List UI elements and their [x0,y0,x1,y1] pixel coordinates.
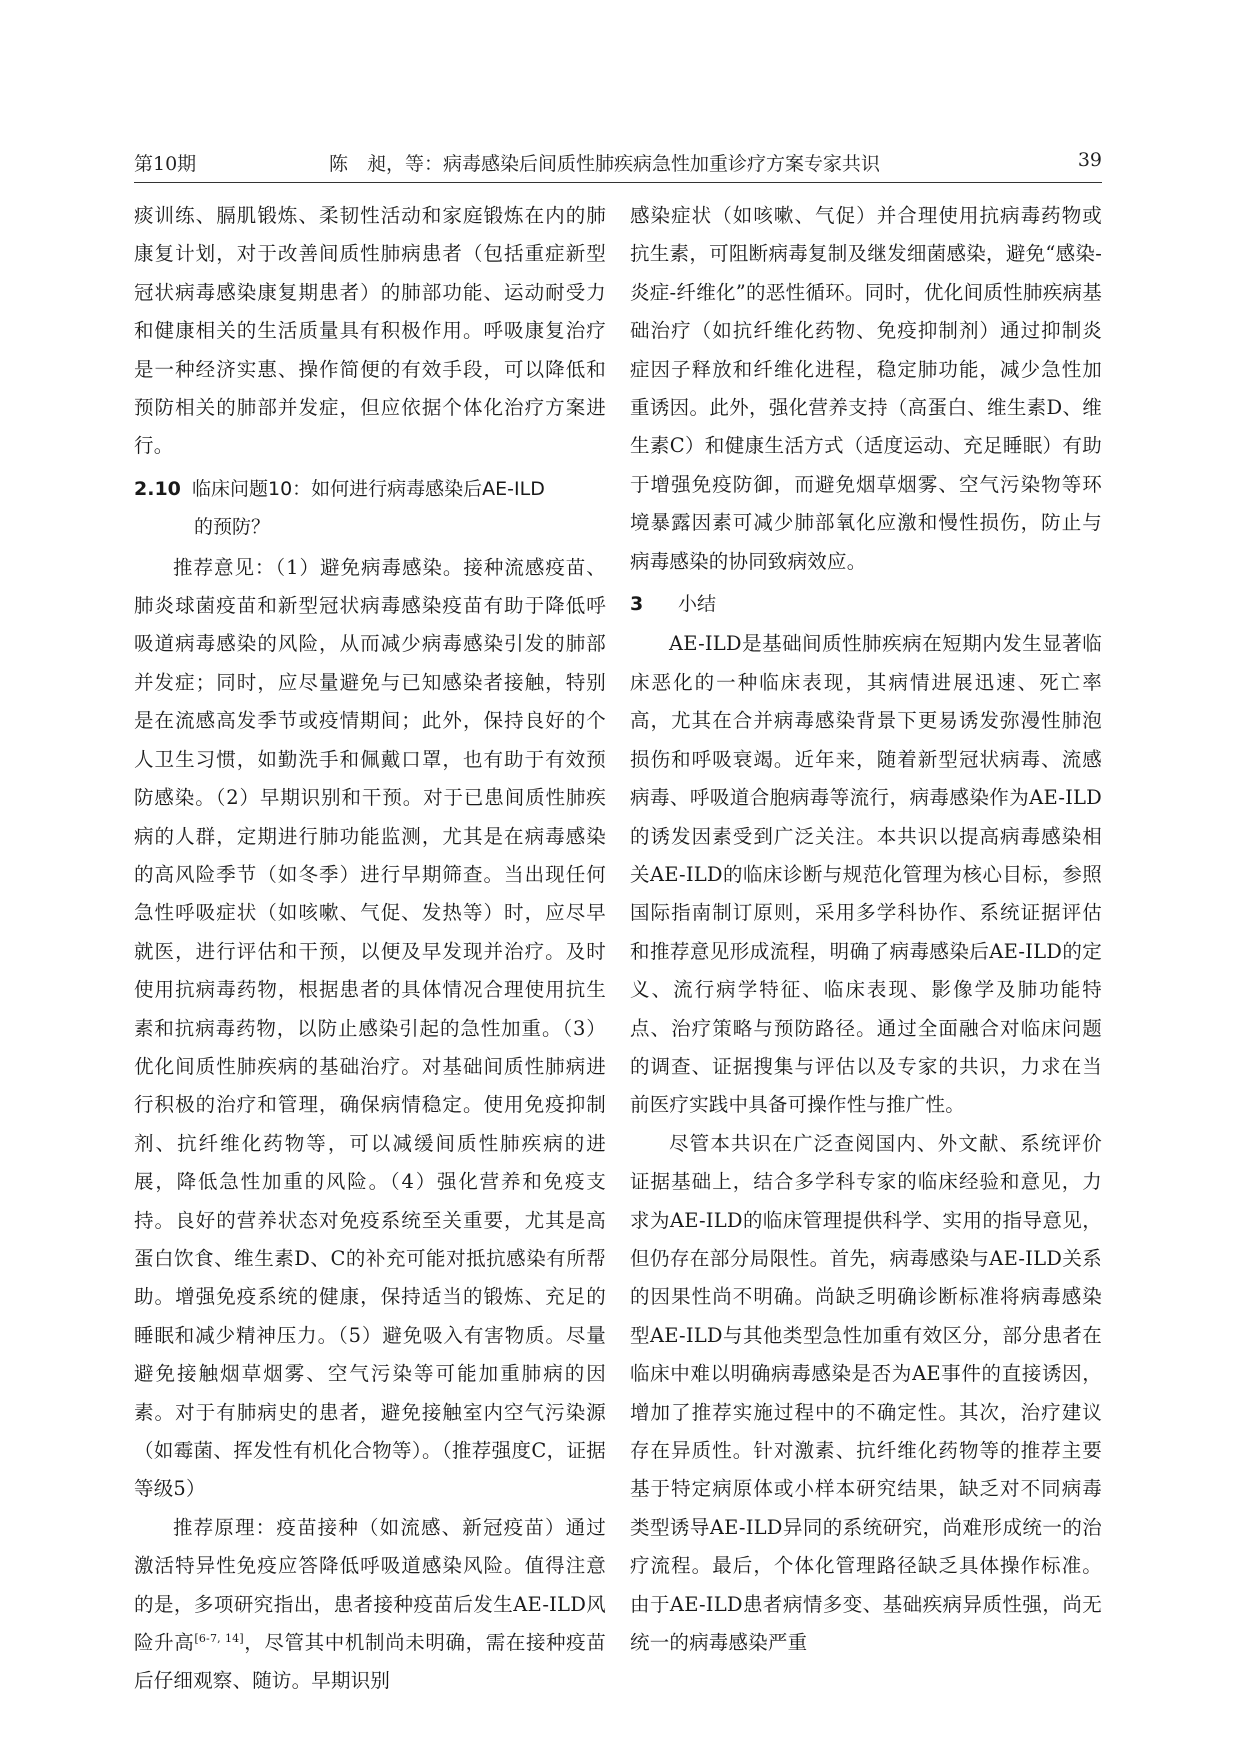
section-title: 临床问题10：如何进行病毒感染后AE-ILD [192,477,545,500]
paragraph: 感染症状（如咳嗽、气促）并合理使用抗病毒药物或抗生素，可阻断病毒复制及继发细菌感染，避免“感染-炎症-纤维化”的恶性循环。同时，优化间质性肺疾病基础治疗（如抗纤维化药物、免疫抑制剂）通过抑制炎症因子释放和纤维化进程，稳定肺功能，减少急性加重诱因。此外，强化营养支持（高蛋白、维生素D、维生素C）和健康生活方式（适度运动、充足睡眠）有助于增强免疫防御，而避免烟草烟雾、空气污染物等环境暴露因素可减少肺部氧化应激和慢性损伤，防止与病毒感染的协同致病效应。 [630,204,1102,573]
paragraph: AE-ILD是基础间质性肺疾病在短期内发生显著临床恶化的一种临床表现，其病情进展迅速、死亡率高，尤其在合并病毒感染背景下更易诱发弥漫性肺泡损伤和呼吸衰竭。近年来，随着新型冠状病毒、流感病毒、呼吸道合胞病毒等流行，病毒感染作为AE-ILD的诱发因素受到广泛关注。本共识以提高病毒感染相关AE-ILD的临床诊断与规范化管理为核心目标，参照国际指南制订原则，采用多学科协作、系统证据评估和推荐意见形成流程，明确了病毒感染后AE-ILD的定义、流行病学特征、临床表现、影像学及肺功能特点、治疗策略与预防路径。通过全面融合对临床问题的调查、证据搜集与评估以及专家的共识，力求在当前医疗实践中具备可操作性与推广性。 [630,632,1102,1117]
left-column [134,197,606,1701]
header-rule [134,182,1102,183]
text-run: 推荐原理：疫苗接种（如流感、新冠疫苗）通过激活特异性免疫应答降低呼吸道感染风险。值得注意的是，多项研究指出，患者接种疫苗后发生AE-ILD风险升高 [134,1515,606,1655]
section-title-continued: 的预防？ [194,516,271,539]
paragraph: 推荐意见：（1）避免病毒感染。接种流感疫苗、肺炎球菌疫苗和新型冠状病毒感染疫苗有助于降低呼吸道病毒感染的风险，从而减少病毒感染引发的肺部并发症；同时，应尽量避免与已知感染者接触，特别是在流感高发季节或疫情期间；此外，保持良好的个人卫生习惯，如勤洗手和佩戴口罩，也有助于有效预防感染。（2）早期识别和干预。对于已患间质性肺疾病的人群，定期进行肺功能监测，尤其是在病毒感染的高风险季节（如冬季）进行早期筛查。当出现任何急性呼吸症状（如咳嗽、气促、发热等）时，应尽早就医，进行评估和干预，以便及早发现并治疗。及时使用抗病毒药物，根据患者的具体情况合理使用抗生素和抗病毒药物，以防止感染引起的急性加重。（3）优化间质性肺疾病的基础治疗。对基础间质性肺病进行积极的治疗和管理，确保病情稳定。使用免疫抑制剂、抗纤维化药物等，可以减缓间质性肺疾病的进展，降低急性加重的风险。（4）强化营养和免疫支持。良好的营养状态对免疫系统至关重要，尤其是高蛋白饮食、维生素D、C的补充可能对抵抗感染有所帮助。增强免疫系统的健康，保持适当的锻炼、充足的睡眠和减少精神压力。（5）避免吸入有害物质。尽量避免接触烟草烟雾、空气污染等可能加重肺病的因素。对于有肺病史的患者，避免接触室内空气污染源（如霉菌、挥发性有机化合物等）。（推荐强度C，证据等级5） [134,555,606,1501]
section-title: 小结 [678,593,717,616]
citation[interactable]: [6-7, 14] [194,1632,244,1646]
paragraph [134,1509,606,1701]
page-number: 39 [1077,149,1102,171]
section-number: 3 [630,593,644,616]
running-header [134,149,1102,179]
section-heading-3 [630,585,1102,623]
section-heading-2-10 [134,470,606,547]
right-column [630,197,1102,1662]
paragraph: 痰训练、膈肌锻炼、柔韧性活动和家庭锻炼在内的肺康复计划，对于改善间质性肺病患者（包括重症新型冠状病毒感染康复期患者）的肺部功能、运动耐受力和健康相关的生活质量具有积极作用。呼吸康复治疗是一种经济实惠、操作简便的有效手段，可以降低和预防相关的肺部并发症，但应依据个体化治疗方案进行。 [134,204,606,458]
issue-number: 第10期 [134,153,197,175]
text-run: ，尽管其中机制尚未明确，需在接种疫苗后仔细观察、随访。早期识别 [134,1631,606,1693]
paragraph: 尽管本共识在广泛查阅国内、外文献、系统评价证据基础上，结合多学科专家的临床经验和意见，力求为AE-ILD的临床管理提供科学、实用的指导意见，但仍存在部分局限性。首先，病毒感染与AE-ILD关系的因果性尚不明确。尚缺乏明确诊断标准将病毒感染型AE-ILD与其他类型急性加重有效区分，部分患者在临床中难以明确病毒感染是否为AE事件的直接诱因，增加了推荐实施过程中的不确定性。其次，治疗建议存在异质性。针对激素、抗纤维化药物等的推荐主要基于特定病原体或小样本研究结果，缺乏对不同病毒类型诱导AE-ILD异同的系统研究，尚难形成统一的治疗流程。最后，个体化管理路径缺乏具体操作标准。由于AE-ILD患者病情多变、基础疾病异质性强，尚无统一的病毒感染严重 [630,1131,1102,1655]
running-title: 陈 昶，等：病毒感染后间质性肺疾病急性加重诊疗方案专家共识 [329,153,881,175]
section-number: 2.10 [134,477,181,500]
